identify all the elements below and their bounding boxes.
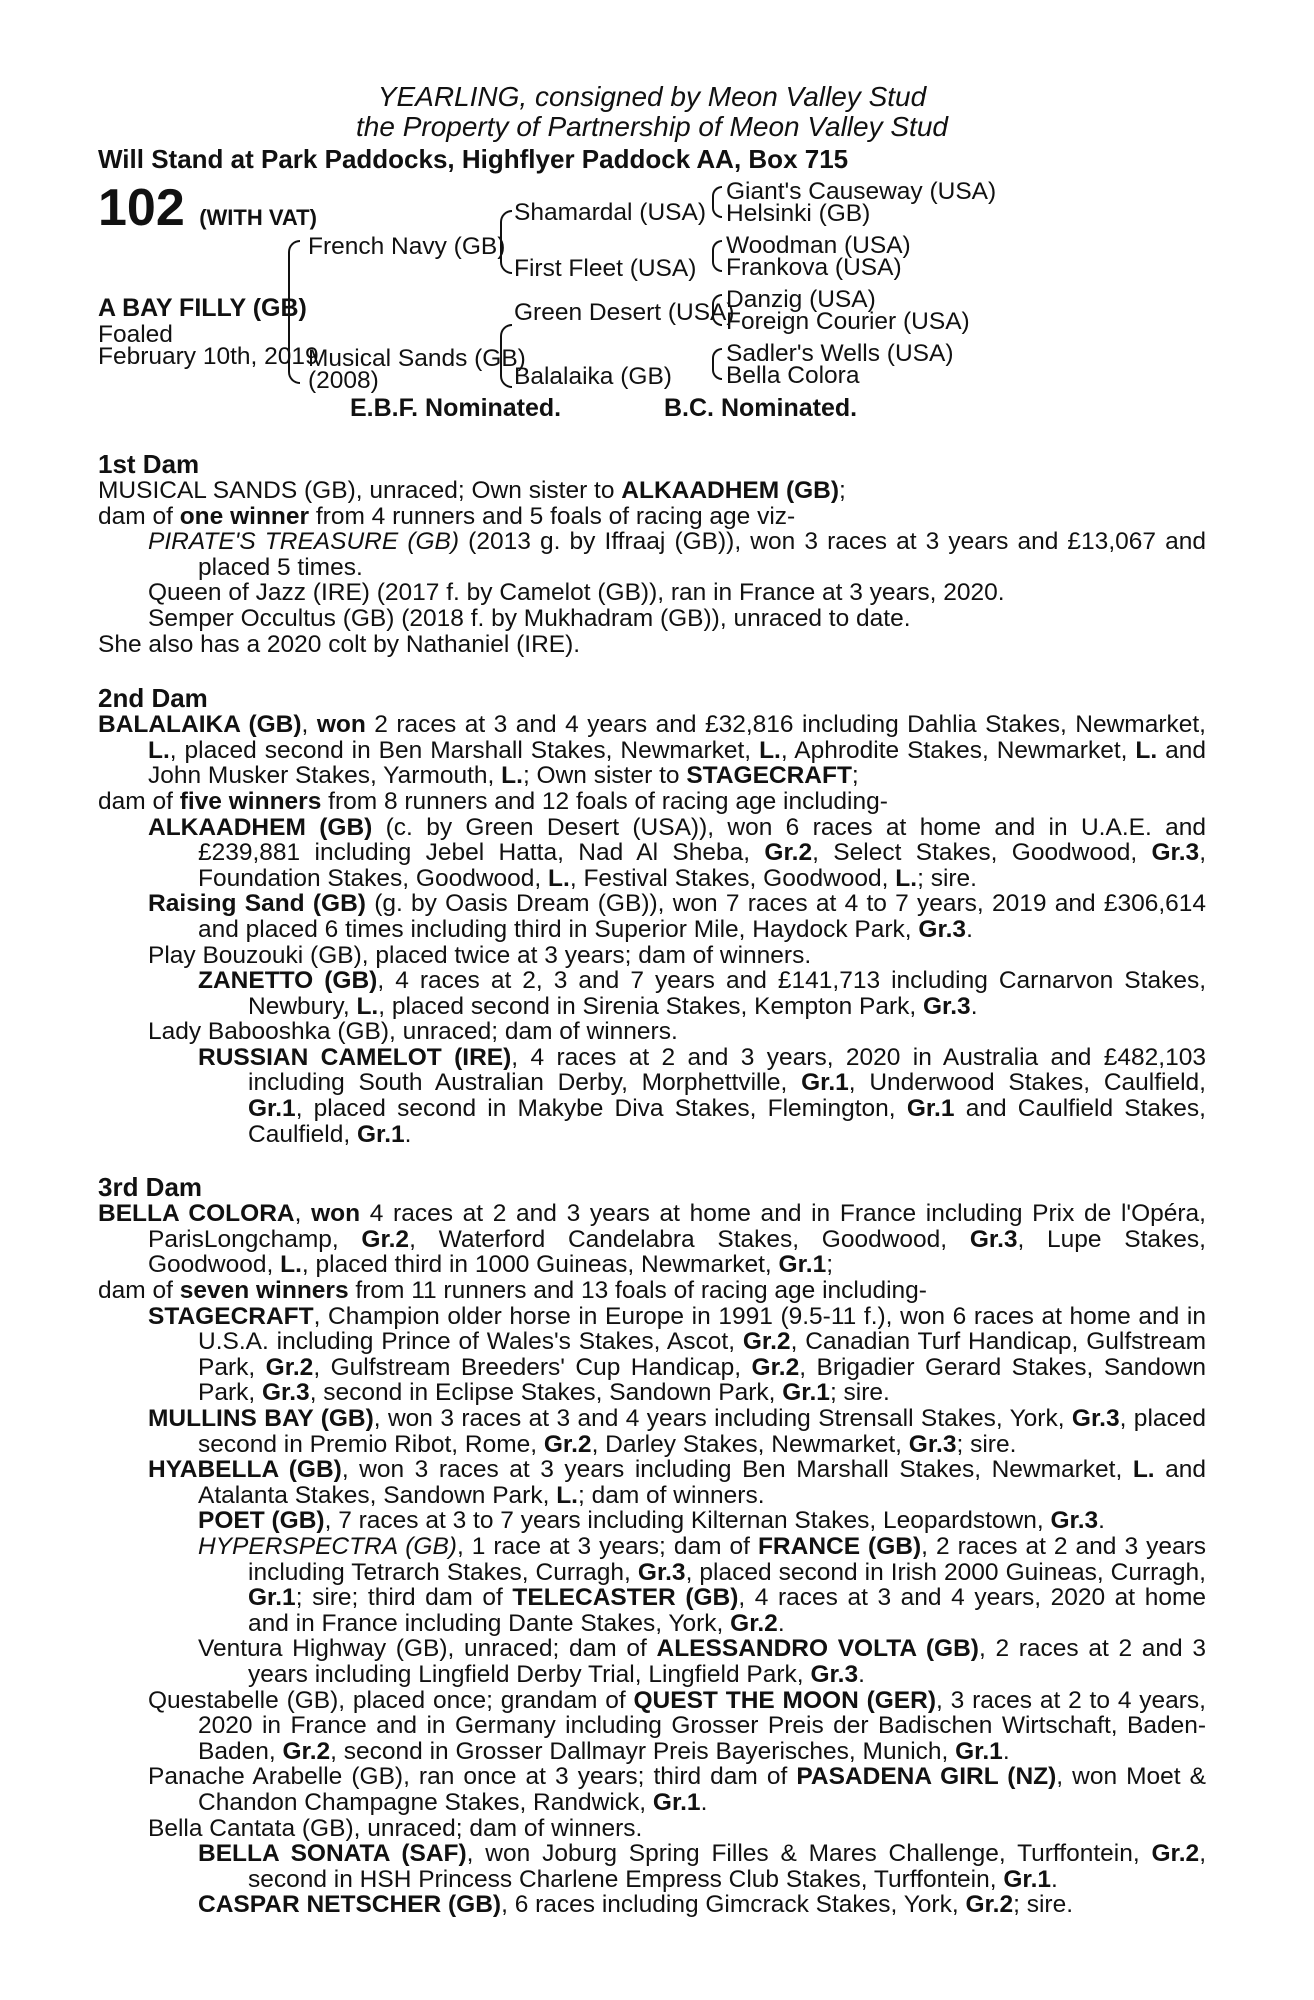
dam-sire: Green Desert (USA) bbox=[514, 299, 735, 326]
bracket bbox=[500, 324, 512, 388]
lot-number: 102 (WITH VAT) bbox=[98, 179, 317, 237]
produce-entry: ALKAADHEM (GB) (c. by Green Desert (USA)), won 6 races at home and in U.A.E. and £239,881 including Jebel Hatta, Nad Al Sheba, Gr.2, Select Stakes, Goodwood, Gr.3, Foundation Stakes, Goodwood, L., Festival Stakes, Goodwood, L.; sire. bbox=[148, 813, 1206, 892]
produce-entry: Lady Babooshka (GB), unraced; dam of winners. bbox=[148, 1018, 678, 1046]
stand-location: Will Stand at Park Paddocks, Highflyer Paddock AA, Box 715 bbox=[98, 144, 849, 174]
produce-entry: Raising Sand (GB) (g. by Oasis Dream (GB)), won 7 races at 4 to 7 years, 2019 and £306,614 and placed 6 times including third in Superior Mile, Haydock Park, Gr.3. bbox=[148, 890, 1207, 943]
second-dam-produce-line: dam of five winners from 8 runners and 12 foals of racing age including- bbox=[98, 787, 888, 815]
produce-entry: Bella Cantata (GB), unraced; dam of winners. bbox=[148, 1814, 643, 1842]
bracket bbox=[712, 348, 722, 380]
third-dam-produce-line: dam of seven winners from 11 runners and 13 foals of racing age including- bbox=[98, 1277, 927, 1305]
first-dam-heading: 1st Dam bbox=[98, 449, 200, 479]
first-dam-produce-line: dam of one winner from 4 runners and 5 foals of racing age viz- bbox=[98, 502, 796, 530]
dam-dam: Balalaika (GB) bbox=[514, 363, 672, 390]
third-dam-section bbox=[98, 1173, 1206, 1918]
ebf-nomination: E.B.F. Nominated. bbox=[350, 394, 562, 422]
catalogue-page bbox=[98, 82, 1206, 1918]
produce-entry: Ventura Highway (GB), unraced; dam of ALESSANDRO VOLTA (GB), 2 races at 2 and 3 years including Lingfield Derby Trial, Lingfield Park, Gr.3. bbox=[198, 1635, 1206, 1688]
ped-dsd: Foreign Courier (USA) bbox=[726, 308, 970, 335]
second-dam-entry: BALALAIKA (GB), won 2 races at 3 and 4 years and £32,816 including Dahlia Stakes, Newmarket, L., placed second in Ben Marshall Stakes, Newmarket, L., Aphrodite Stakes, Newmarket, L. and John Musker Stakes, Yarmouth, L.; Own sister to STAGECRAFT; bbox=[98, 711, 1207, 790]
produce-entry: POET (GB), 7 races at 3 to 7 years including Kilternan Stakes, Leopardstown, Gr.3. bbox=[198, 1507, 1105, 1535]
ped-dss: Danzig (USA) bbox=[726, 286, 876, 313]
ped-ssd: Helsinki (GB) bbox=[726, 200, 871, 227]
foaled-label: Foaled bbox=[98, 321, 173, 348]
ped-ddd: Bella Colora bbox=[726, 362, 860, 389]
consignor-line: YEARLING, consigned by Meon Valley Stud bbox=[377, 81, 927, 112]
bracket bbox=[288, 240, 300, 384]
first-dam-line: MUSICAL SANDS (GB), unraced; Own sister to ALKAADHEM (GB); bbox=[98, 477, 846, 504]
lot-name: A BAY FILLY (GB) bbox=[98, 294, 307, 322]
produce-note: She also has a 2020 colt by Nathaniel (IRE). bbox=[98, 630, 581, 658]
bracket bbox=[712, 240, 722, 272]
ped-sss: Giant's Causeway (USA) bbox=[726, 178, 997, 205]
ped-dds: Sadler's Wells (USA) bbox=[726, 340, 954, 367]
produce-entry: ZANETTO (GB), 4 races at 2, 3 and 7 years and £141,713 including Carnarvon Stakes, Newbury, L., placed second in Sirenia Stakes, Kempton Park, Gr.3. bbox=[198, 967, 1206, 1020]
produce-entry: Panache Arabelle (GB), ran once at 3 years; third dam of PASADENA GIRL (NZ), won Moet & Chandon Champagne Stakes, Randwick, Gr.1. bbox=[148, 1763, 1206, 1816]
bracket bbox=[500, 210, 512, 274]
bc-nomination: B.C. Nominated. bbox=[664, 394, 858, 422]
sire-dam: First Fleet (USA) bbox=[514, 255, 697, 282]
produce-entry: Queen of Jazz (IRE) (2017 f. by Camelot (GB)), ran in France at 3 years, 2020. bbox=[148, 579, 1005, 607]
bracket bbox=[712, 294, 722, 326]
third-dam-entry: BELLA COLORA, won 4 races at 2 and 3 years at home and in France including Prix de l'Opéra, ParisLongchamp, Gr.2, Waterford Candelabra Stakes, Goodwood, Gr.3, Lupe Stakes, Goodwood, L., placed third in 1000 Guineas, Newmarket, Gr.1; bbox=[98, 1200, 1206, 1279]
produce-entry: RUSSIAN CAMELOT (IRE), 4 races at 2 and 3 years, 2020 in Australia and £482,103 including South Australian Derby, Morphettville, Gr.1, Underwood Stakes, Caulfield, Gr.1, placed second in Makybe Diva Stakes, Flemington, Gr.1 and Caulfield Stakes, Caulfield, Gr.1. bbox=[198, 1043, 1206, 1148]
foaled-date: February 10th, 2019 bbox=[98, 343, 319, 370]
produce-entry: Play Bouzouki (GB), placed twice at 3 years; dam of winners. bbox=[148, 941, 812, 969]
produce-entry: PIRATE'S TREASURE (GB) (2013 g. by Iffraaj (GB)), won 3 races at 3 years and £13,067 and placed 5 times. bbox=[148, 528, 1206, 581]
produce-entry: Semper Occultus (GB) (2018 f. by Mukhadram (GB)), unraced to date. bbox=[148, 604, 911, 632]
produce-entry: BELLA SONATA (SAF), won Joburg Spring Filles & Mares Challenge, Turffontein, Gr.2, second in HSH Princess Charlene Empress Club Stakes, Turffontein, Gr.1. bbox=[198, 1840, 1206, 1893]
bracket bbox=[712, 186, 722, 218]
produce-entry: STAGECRAFT, Champion older horse in Europe in 1991 (9.5-11 f.), won 6 races at home and in U.S.A. including Prince of Wales's Stakes, Ascot, Gr.2, Canadian Turf Handicap, Gulfstream Park, Gr.2, Gulfstream Breeders' Cup Handicap, Gr.2, Brigadier Gerard Stakes, Sandown Park, Gr.3, second in Eclipse Stakes, Sandown Park, Gr.1; sire. bbox=[148, 1302, 1206, 1407]
dam-year: (2008) bbox=[308, 367, 379, 394]
ped-sdd: Frankova (USA) bbox=[726, 254, 902, 281]
second-dam-heading: 2nd Dam bbox=[98, 683, 208, 714]
dam: Musical Sands (GB) bbox=[308, 345, 526, 372]
produce-entry: MULLINS BAY (GB), won 3 races at 3 and 4 years including Strensall Stakes, York, Gr.3, placed second in Premio Ribot, Rome, Gr.2, Darley Stakes, Newmarket, Gr.3; sire. bbox=[148, 1405, 1207, 1458]
second-dam-section bbox=[98, 684, 1206, 1147]
produce-entry: CASPAR NETSCHER (GB), 6 races including Gimcrack Stakes, York, Gr.2; sire. bbox=[198, 1891, 1074, 1919]
sire-sire: Shamardal (USA) bbox=[514, 199, 706, 226]
first-dam-section bbox=[98, 450, 1206, 657]
pedigree-block bbox=[98, 174, 1206, 424]
produce-entry: Questabelle (GB), placed once; grandam of QUEST THE MOON (GER), 3 races at 2 to 4 years, 2020 in France and in Germany including Grosser Preis der Badischen Wirtschaft, Baden-Baden, Gr.2, second in Grosser Dallmayr Preis Bayerisches, Munich, Gr.1. bbox=[148, 1686, 1206, 1765]
third-dam-heading: 3rd Dam bbox=[98, 1172, 203, 1203]
produce-entry: HYPERSPECTRA (GB), 1 race at 3 years; dam of FRANCE (GB), 2 races at 2 and 3 years including Tetrarch Stakes, Curragh, Gr.3, placed second in Irish 2000 Guineas, Curragh, Gr.1; sire; third dam of TELECASTER (GB), 4 races at 3 and 4 years, 2020 at home and in France including Dante Stakes, York, Gr.2. bbox=[198, 1532, 1206, 1637]
sire: French Navy (GB) bbox=[308, 233, 506, 260]
produce-entry: HYABELLA (GB), won 3 races at 3 years including Ben Marshall Stakes, Newmarket, L. and Atalanta Stakes, Sandown Park, L.; dam of winners. bbox=[148, 1456, 1207, 1509]
property-line: the Property of Partnership of Meon Valley Stud bbox=[356, 111, 948, 142]
ped-sds: Woodman (USA) bbox=[726, 232, 911, 259]
